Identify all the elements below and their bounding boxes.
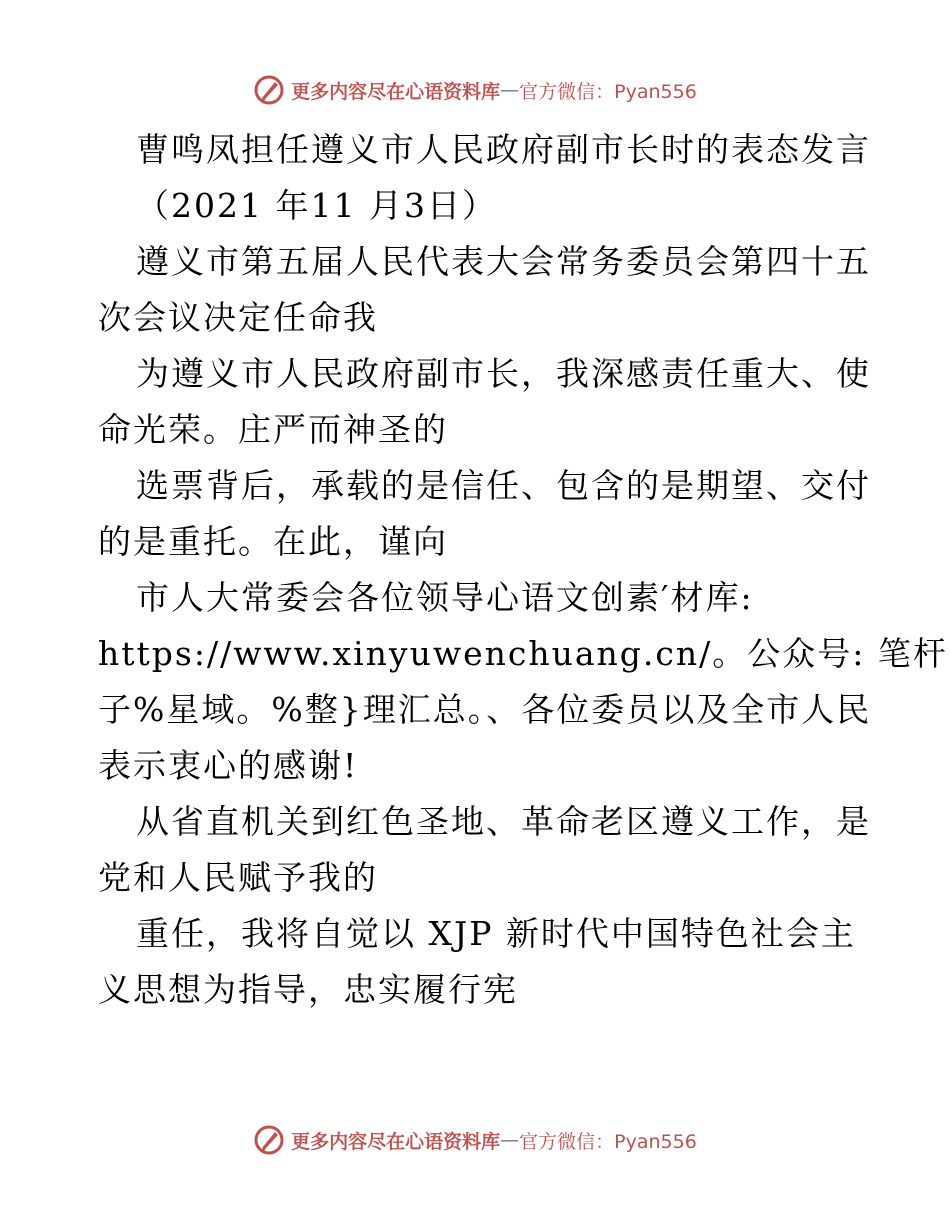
document-date: （2021 年11 月3日） <box>136 186 497 225</box>
paragraph-line: 遵义市第五届人民代表大会常务委员会第四十五 <box>136 242 871 281</box>
paragraph-line: 从省直机关到红色圣地、革命老区遵义工作，是 <box>136 802 871 841</box>
paragraph-line: 党和人民赋予我的 <box>98 858 378 897</box>
paragraph-line: 为遵义市人民政府副市长，我深感责任重大、使 <box>136 354 871 393</box>
paragraph-line: https://www.xinyuwenchuang.cn/。公众号: 笔杆 <box>98 634 948 673</box>
paragraph-line: 表示衷心的感谢! <box>98 746 359 785</box>
paragraph-line: 选票背后，承载的是信任、包含的是期望、交付 <box>136 466 871 505</box>
banner-title: 更多内容尽在心语资料库 <box>291 80 501 103</box>
banner-contact: 官方微信：Pyan556 <box>519 80 697 103</box>
banner-title: 更多内容尽在心语资料库 <box>291 1130 501 1153</box>
paragraph-line: 命光荣。庄严而神圣的 <box>98 410 448 449</box>
banner-separator: — <box>500 79 520 101</box>
feather-pen-logo-icon <box>253 1124 285 1156</box>
footer-watermark-banner <box>0 1118 950 1162</box>
paragraph-line: 次会议决定任命我 <box>98 298 378 337</box>
paragraph-line: 的是重托。在此，谨向 <box>98 522 448 561</box>
header-watermark-banner <box>0 68 950 112</box>
banner-contact: 官方微信：Pyan556 <box>519 1130 697 1153</box>
paragraph-line: 市人大常委会各位领导心语文创素′材库: <box>136 578 754 617</box>
paragraph-line: 义思想为指导，忠实履行宪 <box>98 970 518 1009</box>
paragraph-line: 子%星域。%整}理汇总。、各位委员以及全市人民 <box>98 690 872 729</box>
document-title: 曹鸣凤担任遵义市人民政府副市长时的表态发言 <box>136 130 871 169</box>
feather-pen-logo-icon <box>253 74 285 106</box>
banner-separator: — <box>500 1129 520 1151</box>
paragraph-line: 重任，我将自觉以 XJP 新时代中国特色社会主 <box>136 914 856 953</box>
document-body <box>98 122 948 1018</box>
